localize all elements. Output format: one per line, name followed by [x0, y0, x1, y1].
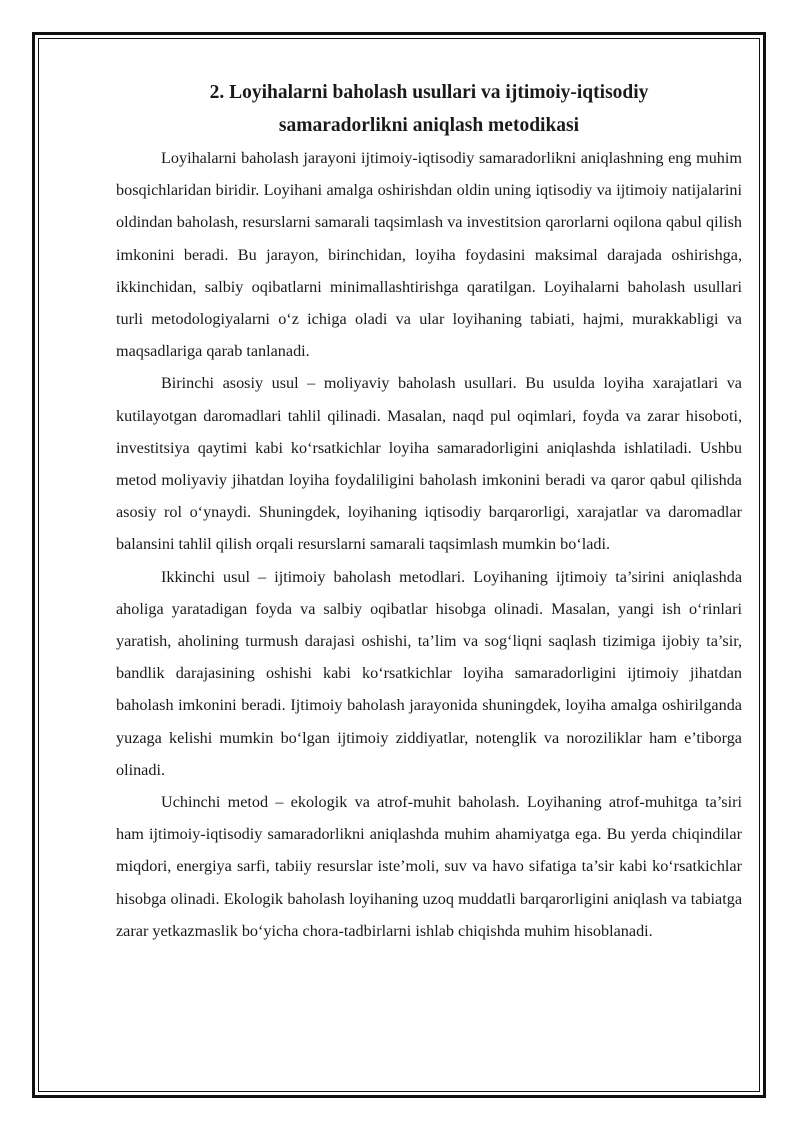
- section-title: [116, 76, 742, 142]
- section-title-line-1: 2. Loyihalarni baholash usullari va ijtimoiy-iqtisodiy: [209, 82, 649, 103]
- section-title-line-2: samaradorlikni aniqlash metodikasi: [278, 115, 580, 136]
- paragraph-4: Uchinchi metod – ekologik va atrof-muhit baholash. Loyihaning atrof-muhitga ta’siri ham ijtimoiy-iqtisodiy samaradorlikni aniqlashda muhim ahamiyatga ega. Bu yerda chiqindilar miqdori, energiya sarfi, tabiiy resurslar iste’moli, suv va havo sifatiga ta’sir kabi ko‘rsatkichlar hisobga olinadi. Ekologik baholash loyihaning uzoq muddatli barqarorligini aniqlash va tabiatga zarar yetkazmaslik bo‘yicha chora-tadbirlarni ishlab chiqishda muhim hisoblanadi.: [116, 793, 742, 940]
- paragraph-1: Loyihalarni baholash jarayoni ijtimoiy-iqtisodiy samaradorlikni aniqlashning eng muhim bosqichlaridan biridir. Loyihani amalga oshirishdan oldin uning iqtisodiy va ijtimoiy natijalarini oldindan baholash, resurslarni samarali taqsimlash va investitsion qarorlarni oqilona qabul qilish imkonini beradi. Bu jarayon, birinchidan, loyiha foydasini maksimal darajada oshirishga, ikkinchidan, salbiy oqibatlarni minimallashtirishga qaratilgan. Loyihalarni baholash usullari turli metodologiyalarni o‘z ichiga oladi va ular loyihaning tabiati, hajmi, murakkabligi va maqsadlariga qarab tanlanadi.: [116, 149, 742, 361]
- paragraph-3: Ikkinchi usul – ijtimoiy baholash metodlari. Loyihaning ijtimoiy ta’sirini aniqlashda aholiga yaratadigan foyda va salbiy oqibatlar hisobga olinadi. Masalan, yangi ish o‘rinlari yaratish, aholining turmush darajasi oshishi, ta’lim va sog‘liqni saqlash tizimiga ijobiy ta’sir, bandlik darajasining oshishi kabi ko‘rsatkichlar loyiha samaradorligini ijtimoiy jihatdan baholash imkonini beradi. Ijtimoiy baholash jarayonida shuningdek, loyiha amalga oshirilganda yuzaga kelishi mumkin bo‘lgan ijtimoiy ziddiyatlar, notenglik va noroziliklar ham e’tiborga olinadi.: [116, 567, 742, 779]
- document-body: [116, 76, 742, 947]
- paragraph-2: Birinchi asosiy usul – moliyaviy baholash usullari. Bu usulda loyiha xarajatlari va kutilayotgan daromadlari tahlil qilinadi. Masalan, naqd pul oqimlari, foyda va zarar hisoboti, investitsiya qaytimi kabi ko‘rsatkichlar loyiha samaradorligini aniqlashda ishlatiladi. Ushbu metod moliyaviy jihatdan loyiha foydaliligini baholash imkonini beradi va qaror qabul qilishda asosiy rol o‘ynaydi. Shuningdek, loyihaning iqtisodiy barqarorligi, xarajatlar va daromadlar balansini tahlil qilish orqali resurslarni samarali taqsimlash mumkin bo‘ladi.: [116, 374, 742, 554]
